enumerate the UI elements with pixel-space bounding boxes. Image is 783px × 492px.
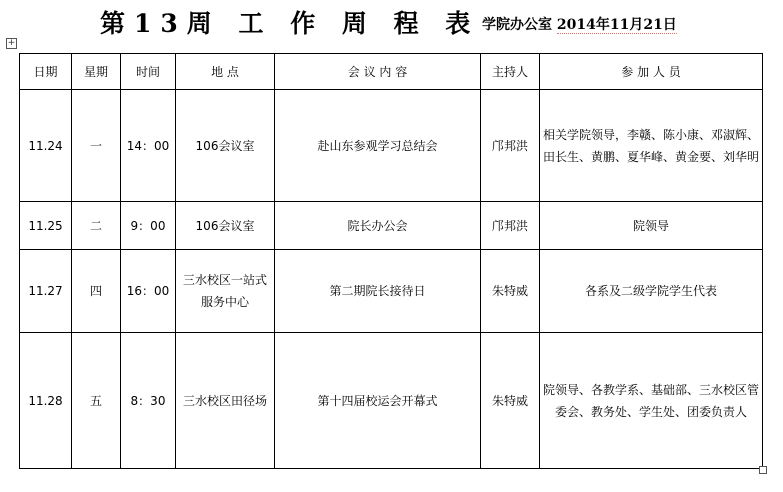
issuer-office: 学院办公室	[482, 17, 552, 33]
column-header-weekday[interactable]: 星期	[72, 54, 121, 90]
table-row	[20, 202, 763, 250]
page-title: 第13周 工 作 周 程 表	[100, 9, 480, 38]
cell-place[interactable]: 三水校区田径场	[176, 333, 275, 469]
table-row	[20, 333, 763, 469]
cell-place[interactable]: 三水校区一站式服务中心	[176, 250, 275, 333]
cell-date[interactable]: 11.24	[20, 90, 72, 202]
table-header-row	[20, 54, 763, 90]
cell-content[interactable]: 第十四届校运会开幕式	[275, 333, 481, 469]
cell-time[interactable]: 16：00	[121, 250, 176, 333]
column-header-participants[interactable]: 参 加 人 员	[540, 54, 763, 90]
cell-weekday[interactable]: 五	[72, 333, 121, 469]
cell-time[interactable]: 9：00	[121, 202, 176, 250]
cell-place[interactable]: 106会议室	[176, 202, 275, 250]
table-row	[20, 250, 763, 333]
page-header	[0, 4, 783, 38]
column-header-host[interactable]: 主持人	[481, 54, 540, 90]
issuer-and-date	[482, 14, 677, 34]
column-header-time[interactable]: 时间	[121, 54, 176, 90]
cell-participants[interactable]: 相关学院领导，李赣、陈小康、邓淑辉、田长生、黄鹏、夏华峰、黄金要、刘华明	[540, 90, 763, 202]
cell-time[interactable]: 8：30	[121, 333, 176, 469]
cell-participants[interactable]: 院领导	[540, 202, 763, 250]
cell-date[interactable]: 11.28	[20, 333, 72, 469]
table-resize-handle-icon[interactable]	[759, 466, 767, 474]
cell-content[interactable]: 第二期院长接待日	[275, 250, 481, 333]
column-header-date[interactable]: 日期	[20, 54, 72, 90]
cell-content[interactable]: 院长办公会	[275, 202, 481, 250]
cell-date[interactable]: 11.27	[20, 250, 72, 333]
cell-host[interactable]: 朱特威	[481, 333, 540, 469]
cell-host[interactable]: 朱特威	[481, 250, 540, 333]
cell-participants[interactable]: 各系及二级学院学生代表	[540, 250, 763, 333]
cell-participants[interactable]: 院领导、各教学系、基础部、三水校区管委会、教务处、学生处、团委负责人	[540, 333, 763, 469]
cell-place[interactable]: 106会议室	[176, 90, 275, 202]
cell-host[interactable]: 邝邦洪	[481, 202, 540, 250]
column-header-place[interactable]: 地 点	[176, 54, 275, 90]
issue-date: 2014年11月21日	[556, 17, 677, 33]
cell-weekday[interactable]: 四	[72, 250, 121, 333]
cell-weekday[interactable]: 二	[72, 202, 121, 250]
cell-content[interactable]: 赴山东参观学习总结会	[275, 90, 481, 202]
cell-weekday[interactable]: 一	[72, 90, 121, 202]
table-move-handle-icon[interactable]: +	[7, 38, 16, 48]
schedule-table	[19, 53, 763, 469]
cell-time[interactable]: 14：00	[121, 90, 176, 202]
table-row	[20, 90, 763, 202]
column-header-content[interactable]: 会 议 内 容	[275, 54, 481, 90]
cell-date[interactable]: 11.25	[20, 202, 72, 250]
cell-host[interactable]: 邝邦洪	[481, 90, 540, 202]
